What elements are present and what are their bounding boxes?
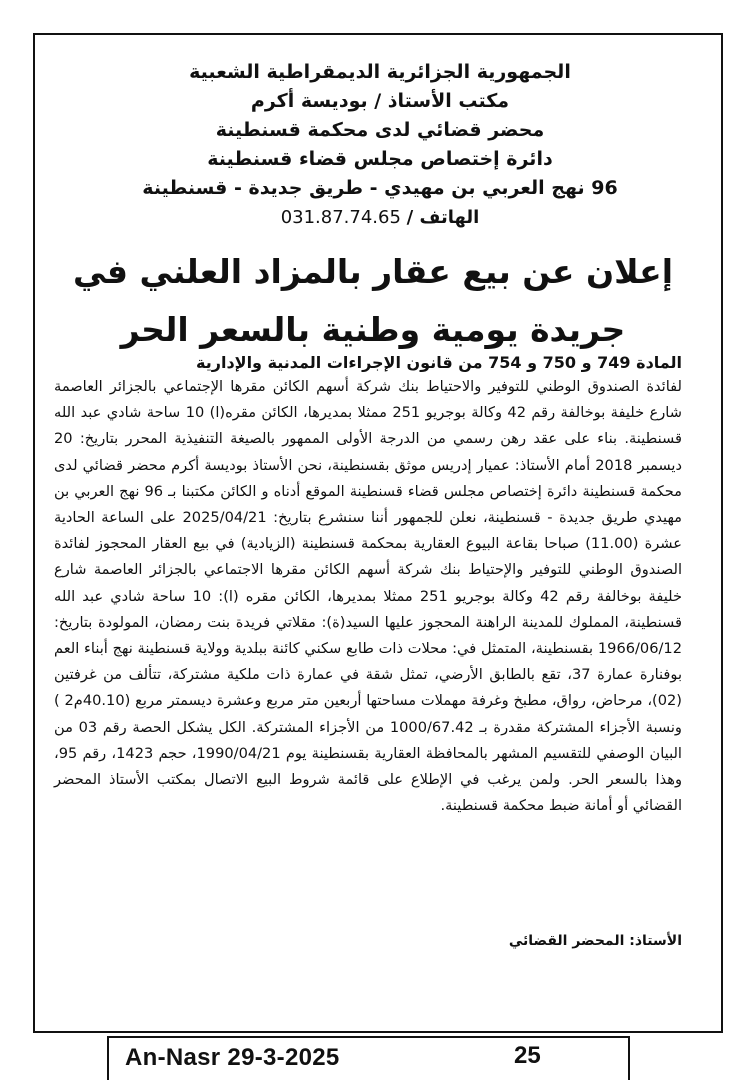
phone-value: 031.87.74.65: [280, 207, 401, 228]
signature: الأستاذ: المحضر القضائي: [508, 933, 682, 949]
office-address: 96 نهج العربي بن مهيدي - طريق جديدة - قسنطينة: [142, 177, 618, 199]
page-footer: [107, 1036, 630, 1080]
page-number: 25: [514, 1042, 541, 1069]
jurisdiction: دائرة إختصاص مجلس قضاء قسنطينة: [207, 148, 553, 170]
office-role: محضر قضائي لدى محكمة قسنطينة: [215, 119, 545, 141]
law-reference: المادة 749 و 750 و 754 من قانون الإجراءات المدنية والإدارية: [196, 353, 682, 372]
letterhead: [40, 58, 720, 231]
newspaper-date: An-Nasr 29-3-2025: [125, 1044, 340, 1071]
republic-name: الجمهورية الجزائرية الديمقراطية الشعبية: [189, 61, 571, 83]
office-phone: [40, 205, 720, 231]
notice-body: لفائدة الصندوق الوطني للتوفير والاحتياط بنك شركة أسهم الكائن مقرها الإجتماعي بالجزائر العاصمة شارع خليفة بوخالفة رقم 42 وكالة بوجريو 251 ممثلا بمديرها، الكائن مقره(ا) 10 ساحة شادي عبد الله قسنطينة. بناء على عقد رهن رسمي من الدرجة الأولى الممهور بالصيغة التنفيذية المحرر بتاريخ: 20 ديسمبر 2018 أمام الأستاذ: عميار إدريس موثق بقسنطينة، نحن الأستاذ بوديسة أكرم محضر قضائي لدى محكمة قسنطينة دائرة إختصاص مجلس قضاء قسنطينة الموقع أدناه و الكائن مكتبنا بـ 96 نهج العربي بن مهيدي طريق جديدة - قسنطينة، نعلن للجمهور أننا سنشرع بتاريخ: 2025/04/21 على الساعة الحادية عشرة (11.00) صباحا بقاعة البيوع العقارية بمحكمة قسنطينة (الزيادية) في بيع العقار المحجوز لفائدة الصندوق الوطني للتوفير والإحتياط بنك شركة أسهم الكائن مقرها الاجتماعي بالجزائر العاصمة شارع خليفة بوخالفة رقم 42 وكالة بوجريو 251 ممثلا بمديرها، الكائن مقره (ا): 10 ساحة شادي عبد الله قسنطينة، المملوك للمدينة الراهنة المحجوز عليها السيد(ة): مقلاتي فريدة بنت رمضان، المولودة بتاريخ: 1966/06/12 بقسنطينة، المتمثل في: محلات ذات طابع سكني كائنة ببلدية وولاية قسنطينة نهج أبناء العم بوفنارة عمارة 37، تقع بالطابق الأرضي، تمثل شقة في عمارة ذات ملكية مشتركة، تتألف من غرفتين (02)، مرحاض، رواق، مطبخ وغرفة مهملات مساحتها أربعين متر مربع وعشرة ديسمتر مربع (40.10م2 ) ونسبة الأجزاء المشتركة مقدرة بـ 1000/67.42 من الأجزاء المشتركة. الكل يشكل الحصة رقم 03 من البيان الوصفي للتقسيم المشهر بالمحافظة العقارية بقسنطينة يوم 1990/04/21، حجم 1423، رقم 95، وهذا بالسعر الحر. ولمن يرغب في الإطلاع على قائمة شروط البيع الاتصال بمكتب الأستاذ المحضر القضائي أو أمانة ضبط محكمة قسنطينة.: [54, 378, 683, 815]
phone-label: الهاتف /: [406, 207, 480, 228]
notice-title: إعلان عن بيع عقار بالمزاد العلني في جريدة يومية وطنية بالسعر الحر: [72, 252, 674, 349]
office-name: مكتب الأستاذ / بوديسة أكرم: [250, 90, 510, 112]
